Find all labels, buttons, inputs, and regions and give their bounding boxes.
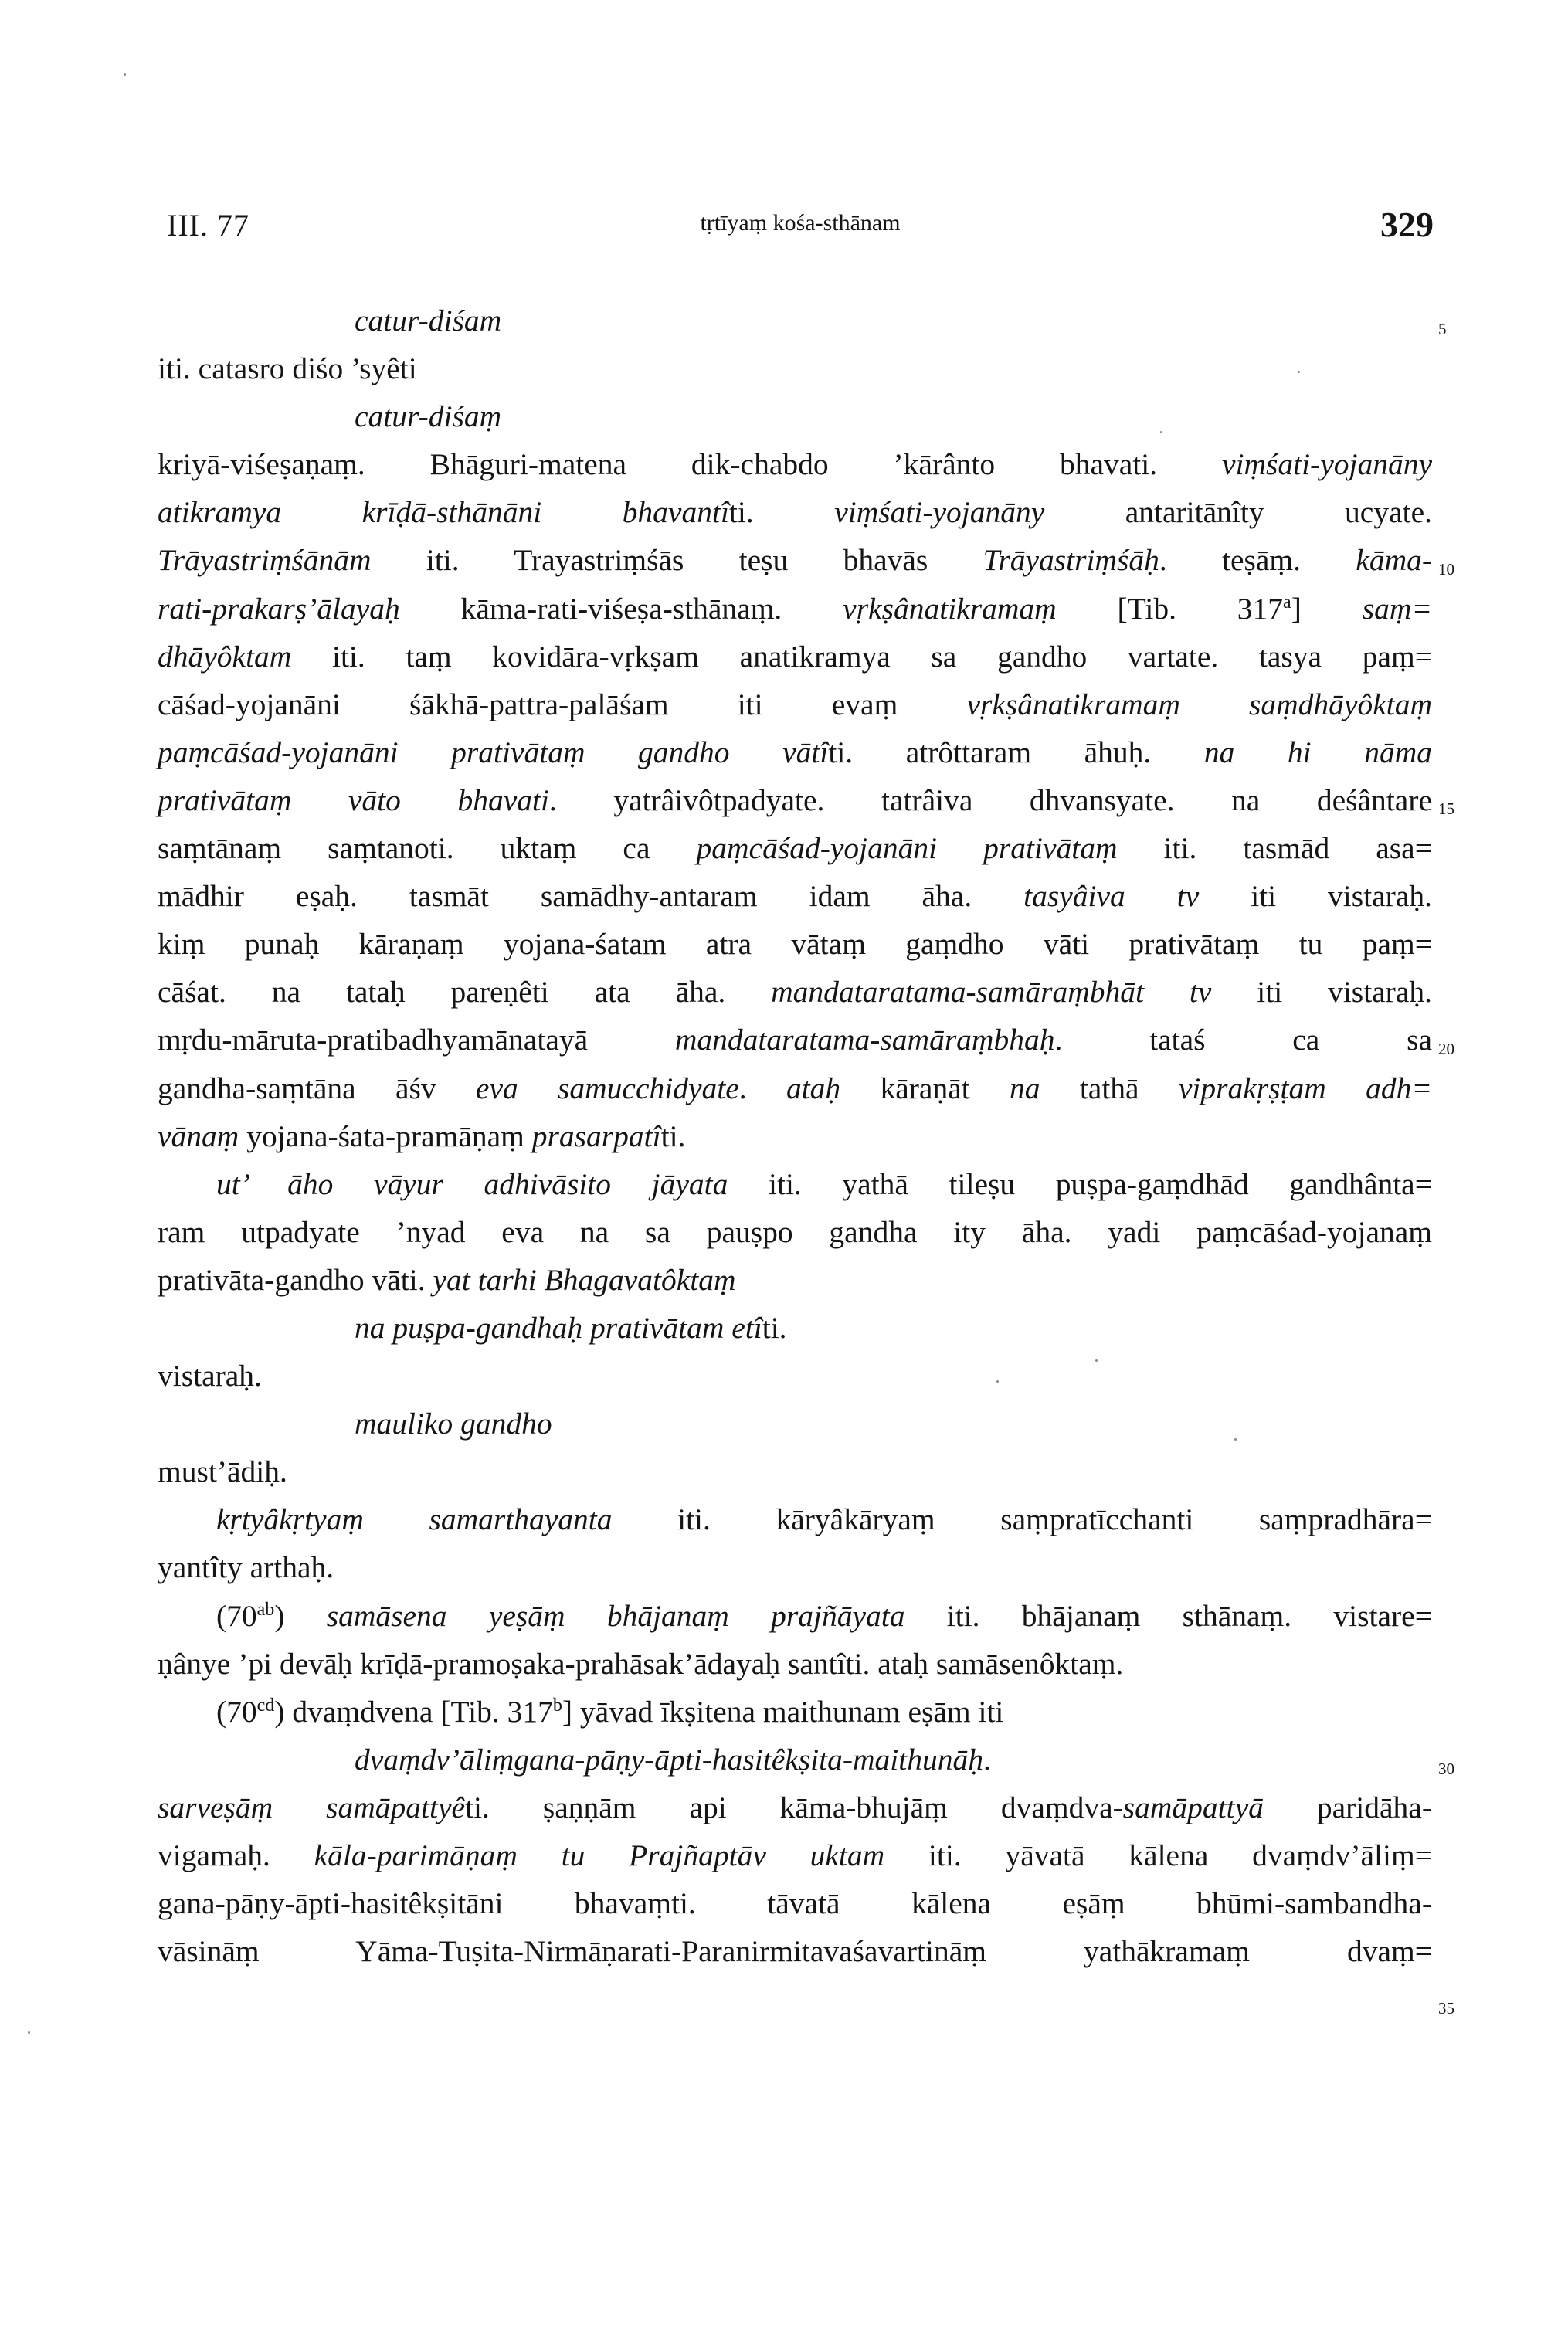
text-line: [158, 681, 1432, 728]
text-line: [158, 1927, 1432, 1975]
scan-speck: [996, 1380, 999, 1383]
italic-segment: rati-prakarṣ’ālayaḥ: [158, 591, 400, 626]
text-segment: iti. tasmād asa=: [1117, 831, 1432, 866]
text-line: [158, 633, 1432, 681]
text-segment: ] yāvad īkṣitena maithunam eṣām iti: [562, 1694, 1004, 1729]
text-line: [158, 1304, 1432, 1352]
italic-segment: paṃcāśad-yojanāni prativātaṃ: [696, 831, 1118, 866]
italic-segment: mauliko gandho: [355, 1407, 552, 1441]
text-segment: ]: [1291, 591, 1363, 626]
text-line: [158, 1495, 1432, 1543]
line-number: 20: [1438, 1040, 1454, 1058]
italic-segment: vānaṃ: [158, 1118, 239, 1153]
text-segment: . yatrâivôtpadyate. tatrâiva dhvansyate. na deśântare: [548, 782, 1432, 817]
body-text: [158, 297, 1432, 1975]
text-segment: (70: [216, 1598, 257, 1633]
italic-segment: Trāyastriṃśānām: [158, 543, 372, 578]
text-line: [158, 968, 1432, 1016]
text-line: [158, 1543, 1432, 1591]
italic-segment: catur-diśaṃ: [355, 399, 502, 434]
superscript: ab: [256, 1599, 275, 1620]
text-segment: . teṣāṃ.: [1159, 543, 1356, 578]
italic-segment: samāsena yeṣāṃ bhājanaṃ prajñāyata: [326, 1598, 905, 1633]
text-line: [158, 920, 1432, 968]
italic-segment: ataḥ: [786, 1071, 841, 1105]
section-number: III. 77: [167, 208, 249, 243]
text-line: [158, 1592, 1432, 1640]
italic-segment: paṃcāśad-yojanāni prativātaṃ gandho vātî: [158, 735, 829, 769]
italic-segment: yat tarhi Bhagavatôktaṃ: [433, 1262, 736, 1297]
text-line: [158, 1736, 1432, 1784]
text-segment: ti. ṣaṇṇām api kāma-bhujāṃ dvaṃdva-: [465, 1790, 1123, 1824]
text-line: [158, 1879, 1432, 1927]
text-segment: iti. yāvatā kālena dvaṃdv’āliṃ=: [884, 1838, 1433, 1872]
text-segment: kāma-rati-viśeṣa-sthānaṃ.: [399, 591, 843, 626]
text-segment: mādhir eṣaḥ. tasmāt samādhy-antaram idam āha.: [158, 879, 1024, 914]
text-segment: must’ādiḥ.: [158, 1454, 287, 1489]
text-line: [158, 345, 1432, 392]
italic-segment: saṃ=: [1362, 591, 1433, 626]
text-segment: ) dvaṃdvena [Tib. 317: [274, 1694, 553, 1729]
text-line: [158, 1160, 1432, 1208]
text-line: [158, 392, 1432, 440]
text-segment: ti. atrôttaram āhuḥ.: [828, 735, 1204, 769]
text-segment: saṃtānaṃ saṃtanoti. uktaṃ ca: [158, 831, 697, 866]
text-line: [158, 1688, 1432, 1736]
text-line: [158, 824, 1432, 872]
text-segment: iti. Trayastriṃśās teṣu bhavās: [371, 543, 983, 578]
text-segment: vigamaḥ.: [158, 1838, 314, 1872]
italic-segment: viṃśati-yojanāny: [1221, 447, 1432, 482]
running-header: [167, 207, 1434, 253]
scan-speck: [1234, 1438, 1237, 1441]
italic-segment: kāma-: [1356, 543, 1432, 578]
text-line: [158, 440, 1432, 488]
italic-segment: sarveṣāṃ samāpattyê: [158, 1790, 466, 1824]
text-segment: . tataś ca sa: [1054, 1023, 1432, 1057]
italic-segment: mandataratama-samāraṃbhāt tv: [771, 975, 1212, 1010]
text-segment: ti.: [762, 1310, 787, 1345]
text-line: [158, 1208, 1432, 1256]
text-segment: [Tib. 317: [1056, 591, 1284, 626]
italic-segment: na: [1010, 1071, 1040, 1105]
text-line: [158, 1352, 1432, 1400]
italic-segment: eva samucchidyate: [475, 1071, 739, 1105]
italic-segment: prativātaṃ vāto bhavati: [158, 782, 549, 817]
text-line: [158, 1400, 1432, 1448]
text-segment: ): [274, 1598, 327, 1633]
text-segment: iti. taṃ kovidāra-vṛkṣam anatikramya sa gandho vartate. tasya paṃ=: [291, 639, 1432, 674]
text-segment: tathā: [1040, 1071, 1179, 1105]
italic-segment: kṛtyâkṛtyaṃ samarthayanta: [216, 1502, 613, 1537]
text-segment: ti.: [728, 495, 835, 530]
line-number: 15: [1438, 799, 1454, 818]
text-segment: iti vistaraḥ.: [1211, 975, 1432, 1010]
text-segment: iti. bhājanaṃ sthānaṃ. vistare=: [904, 1598, 1432, 1633]
italic-segment: dhāyôktam: [158, 639, 292, 674]
text-segment: ti.: [660, 1118, 686, 1153]
italic-segment: atikramya krīḍā-sthānāni bhavantî: [158, 495, 729, 530]
text-segment: .: [983, 1742, 991, 1777]
italic-segment: viprakṛṣṭam adh=: [1178, 1071, 1433, 1105]
text-segment: paridāha-: [1263, 1790, 1432, 1824]
scan-speck: [28, 2031, 30, 2034]
line-number: 35: [1438, 1999, 1454, 2018]
page-number: 329: [1380, 205, 1434, 244]
italic-segment: ut’ āho vāyur adhivāsito jāyata: [216, 1166, 728, 1201]
text-segment: yantîty arthaḥ.: [158, 1550, 334, 1585]
text-segment: prativāta-gandho vāti.: [158, 1262, 433, 1297]
italic-segment: mandataratama-samāraṃbhaḥ: [674, 1023, 1055, 1057]
text-segment: kiṃ punaḥ kāraṇaṃ yojana-śatam atra vātaṃ gaṃdho vāti prativātaṃ tu paṃ=: [158, 927, 1432, 962]
italic-segment: samāpattyā: [1122, 1790, 1264, 1824]
text-line: [158, 297, 1432, 345]
italic-segment: catur-diśam: [355, 304, 502, 338]
text-segment: kriyā-viśeṣaṇaṃ. Bhāguri-matena dik-chabdo ’kārânto bhavati.: [158, 447, 1222, 482]
text-line: [158, 728, 1432, 776]
text-segment: ram utpadyate ’nyad eva na sa pauṣpo gandha ity āha. yadi paṃcāśad-yojanaṃ: [158, 1214, 1432, 1249]
text-line: [158, 1831, 1432, 1879]
italic-segment: vṛkṣânatikramaṃ: [843, 591, 1057, 626]
text-segment: iti. kāryâkāryaṃ saṃpratīcchanti saṃpradhāra=: [612, 1502, 1432, 1537]
text-line: [158, 1016, 1432, 1064]
text-line: [158, 1256, 1432, 1304]
text-segment: gandha-saṃtāna āśv: [158, 1071, 476, 1105]
italic-segment: kāla-parimāṇaṃ tu Prajñaptāv uktam: [314, 1838, 885, 1872]
text-segment: kāraṇāt: [840, 1071, 1010, 1105]
italic-segment: viṃśati-yojanāny: [834, 495, 1045, 530]
italic-segment: prasarpatî: [531, 1118, 661, 1153]
superscript: b: [552, 1695, 562, 1716]
italic-segment: na puṣpa-gandhaḥ prativātam etî: [355, 1310, 762, 1345]
line-number: 5: [1438, 320, 1447, 338]
italic-segment: vṛkṣânatikramaṃ saṃdhāyôktaṃ: [966, 687, 1432, 721]
text-line: [158, 872, 1432, 920]
italic-segment: tasyâiva tv: [1023, 879, 1200, 914]
italic-segment: dvaṃdv’āliṃgana-pāṇy-āpti-hasitêkṣita-maithunāḥ: [355, 1742, 983, 1777]
text-segment: .: [738, 1071, 786, 1105]
scan-speck: [1298, 371, 1300, 373]
text-segment: mṛdu-māruta-pratibadhyamānatayā: [158, 1023, 675, 1057]
italic-segment: na hi nāma: [1203, 735, 1432, 769]
text-line: [158, 776, 1432, 824]
text-line: [158, 488, 1432, 536]
italic-segment: Trāyastriṃśāḥ: [983, 543, 1159, 578]
text-segment: yojana-śata-pramāṇaṃ: [239, 1118, 532, 1153]
line-number: 10: [1438, 560, 1454, 579]
scan-speck: [124, 73, 126, 76]
text-line: [158, 1448, 1432, 1495]
text-segment: ṇânye ’pi devāḥ krīḍā-pramoṣaka-prahāsak’ādayaḥ santîti. ataḥ samāsenôktaṃ.: [158, 1646, 1124, 1681]
text-segment: vistaraḥ.: [158, 1359, 262, 1393]
text-segment: vāsināṃ Yāma-Tuṣita-Nirmāṇarati-Paranirmitavaśavartināṃ yathākramaṃ dvaṃ=: [158, 1934, 1432, 1969]
text-segment: iti. yathā tileṣu puṣpa-gaṃdhād gandhânta=: [728, 1166, 1432, 1201]
text-segment: gana-pāṇy-āpti-hasitêkṣitāni bhavaṃti. tāvatā kālena eṣāṃ bhūmi-sambandha-: [158, 1886, 1432, 1921]
text-line: [158, 536, 1432, 584]
superscript: a: [1283, 592, 1291, 613]
text-segment: (70: [216, 1694, 257, 1729]
superscript: cd: [256, 1695, 275, 1716]
text-line: [158, 1784, 1432, 1831]
text-line: [158, 1112, 1432, 1160]
scan-speck: [1160, 431, 1162, 433]
text-segment: iti. catasro diśo ’syêti: [158, 351, 417, 386]
text-segment: cāśat. na tataḥ pareṇêti ata āha.: [158, 975, 772, 1010]
text-segment: antaritānîty ucyate.: [1044, 495, 1433, 530]
text-line: [158, 1064, 1432, 1112]
text-segment: iti vistaraḥ.: [1199, 879, 1432, 914]
scan-speck: [1095, 1359, 1098, 1362]
line-number: 30: [1438, 1760, 1454, 1778]
text-line: [158, 585, 1432, 633]
text-segment: cāśad-yojanāni śākhā-pattra-palāśam iti evaṃ: [158, 687, 967, 721]
running-title: tṛtīyaṃ kośa-sthānam: [700, 210, 901, 236]
text-line: [158, 1640, 1432, 1688]
